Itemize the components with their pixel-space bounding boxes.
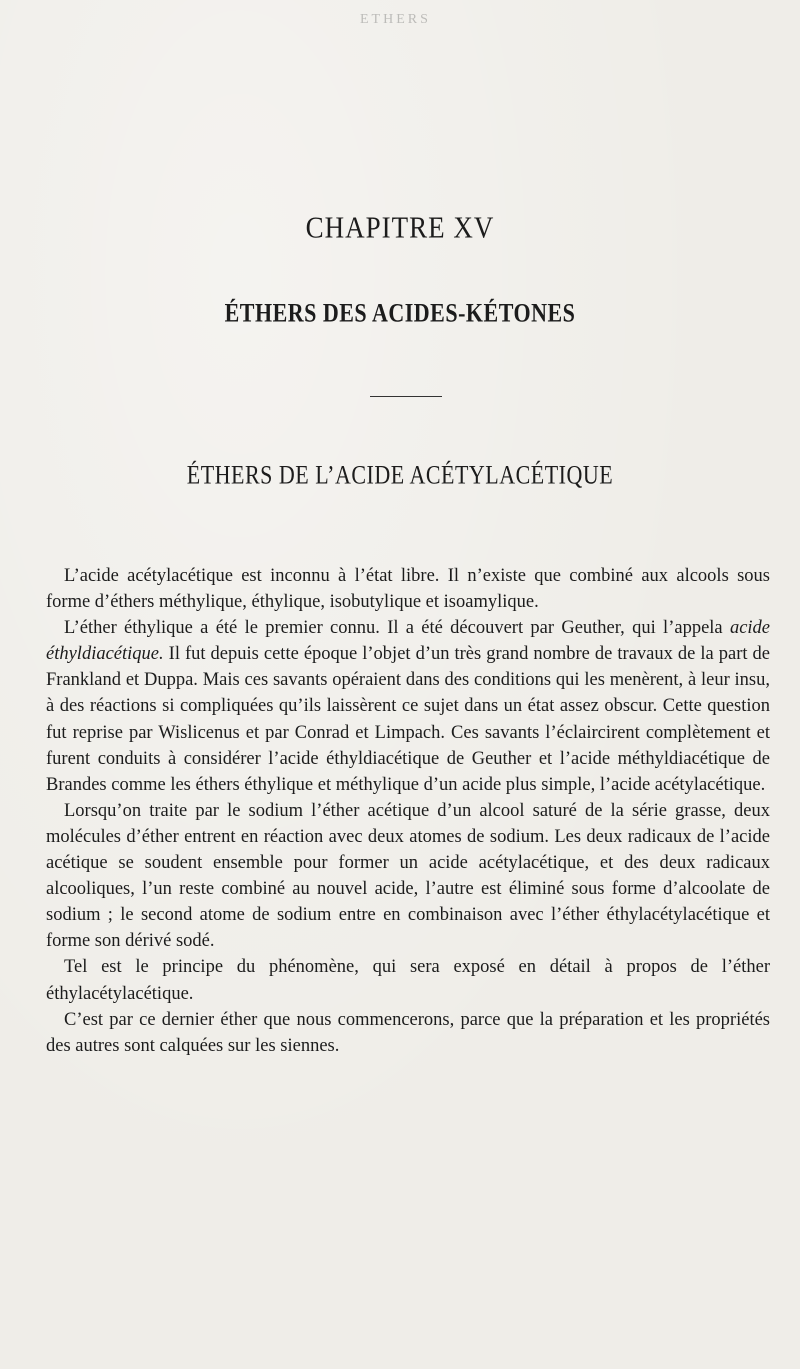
section-divider — [370, 396, 442, 397]
paragraph-2-italic-term: acide éthyldiacétique. — [46, 618, 770, 665]
paragraph-3: Lorsqu’on traite par le sodium l’éther acétique d’un alcool saturé de la série grasse, deux molécules d’éther entrent en réaction avec deux atomes de sodium. Les deux radicaux de l’acide acétique se soudent ensemble pour former un acide acétylacétique, et des deux radicaux alcooliques, l’un reste combiné au nouvel acide, l’autre est éliminé sous forme d’alcoolate de sodium ; le second atome de sodium entre en combinaison avec l’éther éthylacétylacétique et forme son dérivé sodé. — [46, 800, 770, 952]
paragraph-2-text-start: L’éther éthylique a été le premier connu. Il a été découvert par Geuther, qui l’appela — [64, 618, 730, 639]
chapter-title: CHAPITRE XV — [305, 209, 495, 245]
paragraph-4: Tel est le principe du phénomène, qui sera exposé en détail à propos de l’éther éthylacétylacétique. — [46, 957, 770, 1004]
chapter-subtitle: ÉTHERS DES ACIDES-KÉTONES — [224, 297, 576, 328]
bleed-through-header: ETHERS — [360, 12, 431, 27]
paragraph-1: L’acide acétylacétique est inconnu à l’état libre. Il n’existe que combiné aux alcools sous forme d’éthers méthylique, éthylique, isobutylique et isoamylique. — [46, 566, 770, 613]
paragraph-2-text-end: Il fut depuis cette époque l’objet d’un très grand nombre de travaux de la part de Frankland et Duppa. Mais ces savants opéraient dans des conditions qui les menèrent, à leur insu, à des réactions si compliquées qu’ils laissèrent ce sujet dans un état assez obscur. Cette question fut reprise par Wislicenus et par Conrad et Limpach. Ces savants l’éclaircirent complètement et furent conduits à considérer l’acide éthyldiacétique de Geuther et l’acide méthyldiacétique de Brandes comme les éthers éthylique et méthylique d’un acide plus simple, l’acide acétylacétique. — [46, 644, 770, 795]
section-title: ÉTHERS DE L’ACIDE ACÉTYLACÉTIQUE — [186, 459, 614, 490]
paragraph-5: C’est par ce dernier éther que nous commencerons, parce que la préparation et les propriétés des autres sont calquées sur les siennes. — [46, 1009, 770, 1056]
paragraph-2 — [46, 615, 770, 798]
body-text — [46, 563, 770, 1059]
